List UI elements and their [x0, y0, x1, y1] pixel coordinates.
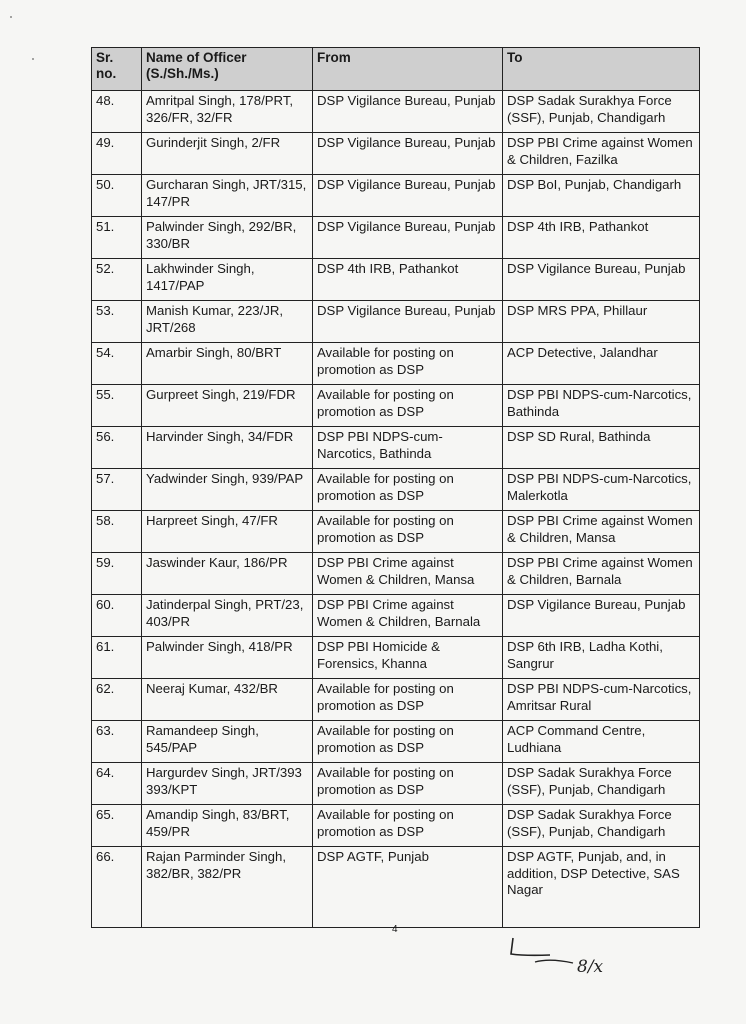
cell-to: DSP Vigilance Bureau, Punjab: [503, 595, 700, 637]
cell-officer-name: Amritpal Singh, 178/PRT, 326/FR, 32/FR: [142, 91, 313, 133]
table-row: [92, 385, 700, 427]
cell-officer-name: Rajan Parminder Singh, 382/BR, 382/PR: [142, 847, 313, 928]
cell-officer-name: Harpreet Singh, 47/FR: [142, 511, 313, 553]
cell-officer-name: Neeraj Kumar, 432/BR: [142, 679, 313, 721]
cell-from: Available for posting on promotion as DSP: [313, 721, 503, 763]
table-row: [92, 469, 700, 511]
cell-to: DSP 6th IRB, Ladha Kothi, Sangrur: [503, 637, 700, 679]
cell-sr-no: 55.: [92, 385, 142, 427]
cell-from: Available for posting on promotion as DSP: [313, 511, 503, 553]
posting-table: [91, 47, 700, 928]
cell-to: DSP SD Rural, Bathinda: [503, 427, 700, 469]
cell-officer-name: Lakhwinder Singh, 1417/PAP: [142, 259, 313, 301]
cell-officer-name: Gurinderjit Singh, 2/FR: [142, 133, 313, 175]
cell-from: DSP PBI Homicide & Forensics, Khanna: [313, 637, 503, 679]
cell-to: DSP 4th IRB, Pathankot: [503, 217, 700, 259]
header-to: To: [503, 48, 700, 91]
table-row: [92, 301, 700, 343]
cell-to: ACP Detective, Jalandhar: [503, 343, 700, 385]
cell-from: DSP Vigilance Bureau, Punjab: [313, 301, 503, 343]
cell-from: DSP Vigilance Bureau, Punjab: [313, 133, 503, 175]
cell-from: Available for posting on promotion as DSP: [313, 385, 503, 427]
table-row: [92, 133, 700, 175]
cell-sr-no: 64.: [92, 763, 142, 805]
cell-to: DSP Vigilance Bureau, Punjab: [503, 259, 700, 301]
cell-sr-no: 58.: [92, 511, 142, 553]
cell-officer-name: Palwinder Singh, 292/BR, 330/BR: [142, 217, 313, 259]
cell-officer-name: Manish Kumar, 223/JR, JRT/268: [142, 301, 313, 343]
table-body: [92, 91, 700, 928]
cell-to: DSP AGTF, Punjab, and, in addition, DSP Detective, SAS Nagar: [503, 847, 700, 928]
page-number: 4: [392, 924, 398, 935]
signature-mark: [505, 936, 645, 986]
cell-sr-no: 56.: [92, 427, 142, 469]
table-row: [92, 637, 700, 679]
cell-from: DSP Vigilance Bureau, Punjab: [313, 217, 503, 259]
cell-sr-no: 61.: [92, 637, 142, 679]
cell-officer-name: Palwinder Singh, 418/PR: [142, 637, 313, 679]
cell-from: DSP AGTF, Punjab: [313, 847, 503, 928]
cell-from: DSP PBI Crime against Women & Children, Barnala: [313, 595, 503, 637]
cell-to: DSP PBI Crime against Women & Children, Fazilka: [503, 133, 700, 175]
header-sr-no: Sr. no.: [92, 48, 142, 91]
table-row: [92, 721, 700, 763]
cell-officer-name: Harvinder Singh, 34/FDR: [142, 427, 313, 469]
cell-sr-no: 54.: [92, 343, 142, 385]
table-row: [92, 427, 700, 469]
cell-officer-name: Jatinderpal Singh, PRT/23, 403/PR: [142, 595, 313, 637]
table-row: [92, 595, 700, 637]
cell-sr-no: 60.: [92, 595, 142, 637]
cell-sr-no: 48.: [92, 91, 142, 133]
cell-sr-no: 65.: [92, 805, 142, 847]
cell-from: Available for posting on promotion as DSP: [313, 805, 503, 847]
table-row: [92, 553, 700, 595]
cell-to: DSP PBI NDPS-cum-Narcotics, Bathinda: [503, 385, 700, 427]
scan-speck: [32, 58, 34, 60]
cell-to: ACP Command Centre, Ludhiana: [503, 721, 700, 763]
table-row: [92, 763, 700, 805]
cell-from: Available for posting on promotion as DSP: [313, 469, 503, 511]
cell-officer-name: Hargurdev Singh, JRT/393 393/KPT: [142, 763, 313, 805]
table-header-row: [92, 48, 700, 91]
cell-sr-no: 57.: [92, 469, 142, 511]
cell-to: DSP PBI NDPS-cum-Narcotics, Malerkotla: [503, 469, 700, 511]
cell-officer-name: Ramandeep Singh, 545/PAP: [142, 721, 313, 763]
cell-officer-name: Amandip Singh, 83/BRT, 459/PR: [142, 805, 313, 847]
cell-sr-no: 59.: [92, 553, 142, 595]
table-row: [92, 511, 700, 553]
signature-text: 8/x: [577, 957, 604, 977]
cell-sr-no: 53.: [92, 301, 142, 343]
table-row: [92, 91, 700, 133]
cell-sr-no: 51.: [92, 217, 142, 259]
cell-from: Available for posting on promotion as DSP: [313, 343, 503, 385]
table-row: [92, 175, 700, 217]
cell-to: DSP PBI Crime against Women & Children, Mansa: [503, 511, 700, 553]
cell-officer-name: Gurcharan Singh, JRT/315, 147/PR: [142, 175, 313, 217]
cell-to: DSP Sadak Surakhya Force (SSF), Punjab, Chandigarh: [503, 805, 700, 847]
cell-officer-name: Amarbir Singh, 80/BRT: [142, 343, 313, 385]
cell-officer-name: Gurpreet Singh, 219/FDR: [142, 385, 313, 427]
table-row: [92, 343, 700, 385]
scan-speck: [10, 16, 12, 18]
table-row: [92, 805, 700, 847]
cell-sr-no: 62.: [92, 679, 142, 721]
table-row: [92, 679, 700, 721]
cell-to: DSP BoI, Punjab, Chandigarh: [503, 175, 700, 217]
table-row: [92, 847, 700, 928]
cell-sr-no: 52.: [92, 259, 142, 301]
cell-sr-no: 50.: [92, 175, 142, 217]
cell-to: DSP PBI Crime against Women & Children, Barnala: [503, 553, 700, 595]
cell-sr-no: 66.: [92, 847, 142, 928]
cell-from: DSP PBI Crime against Women & Children, Mansa: [313, 553, 503, 595]
cell-from: DSP Vigilance Bureau, Punjab: [313, 175, 503, 217]
cell-to: DSP MRS PPA, Phillaur: [503, 301, 700, 343]
table-row: [92, 217, 700, 259]
header-name-of-officer: Name of Officer (S./Sh./Ms.): [142, 48, 313, 91]
header-from: From: [313, 48, 503, 91]
cell-officer-name: Jaswinder Kaur, 186/PR: [142, 553, 313, 595]
cell-from: DSP Vigilance Bureau, Punjab: [313, 91, 503, 133]
cell-sr-no: 63.: [92, 721, 142, 763]
cell-from: DSP PBI NDPS-cum-Narcotics, Bathinda: [313, 427, 503, 469]
cell-sr-no: 49.: [92, 133, 142, 175]
cell-from: Available for posting on promotion as DSP: [313, 679, 503, 721]
table-row: [92, 259, 700, 301]
cell-from: DSP 4th IRB, Pathankot: [313, 259, 503, 301]
cell-officer-name: Yadwinder Singh, 939/PAP: [142, 469, 313, 511]
cell-to: DSP Sadak Surakhya Force (SSF), Punjab, Chandigarh: [503, 763, 700, 805]
cell-to: DSP PBI NDPS-cum-Narcotics, Amritsar Rural: [503, 679, 700, 721]
cell-from: Available for posting on promotion as DSP: [313, 763, 503, 805]
cell-to: DSP Sadak Surakhya Force (SSF), Punjab, Chandigarh: [503, 91, 700, 133]
